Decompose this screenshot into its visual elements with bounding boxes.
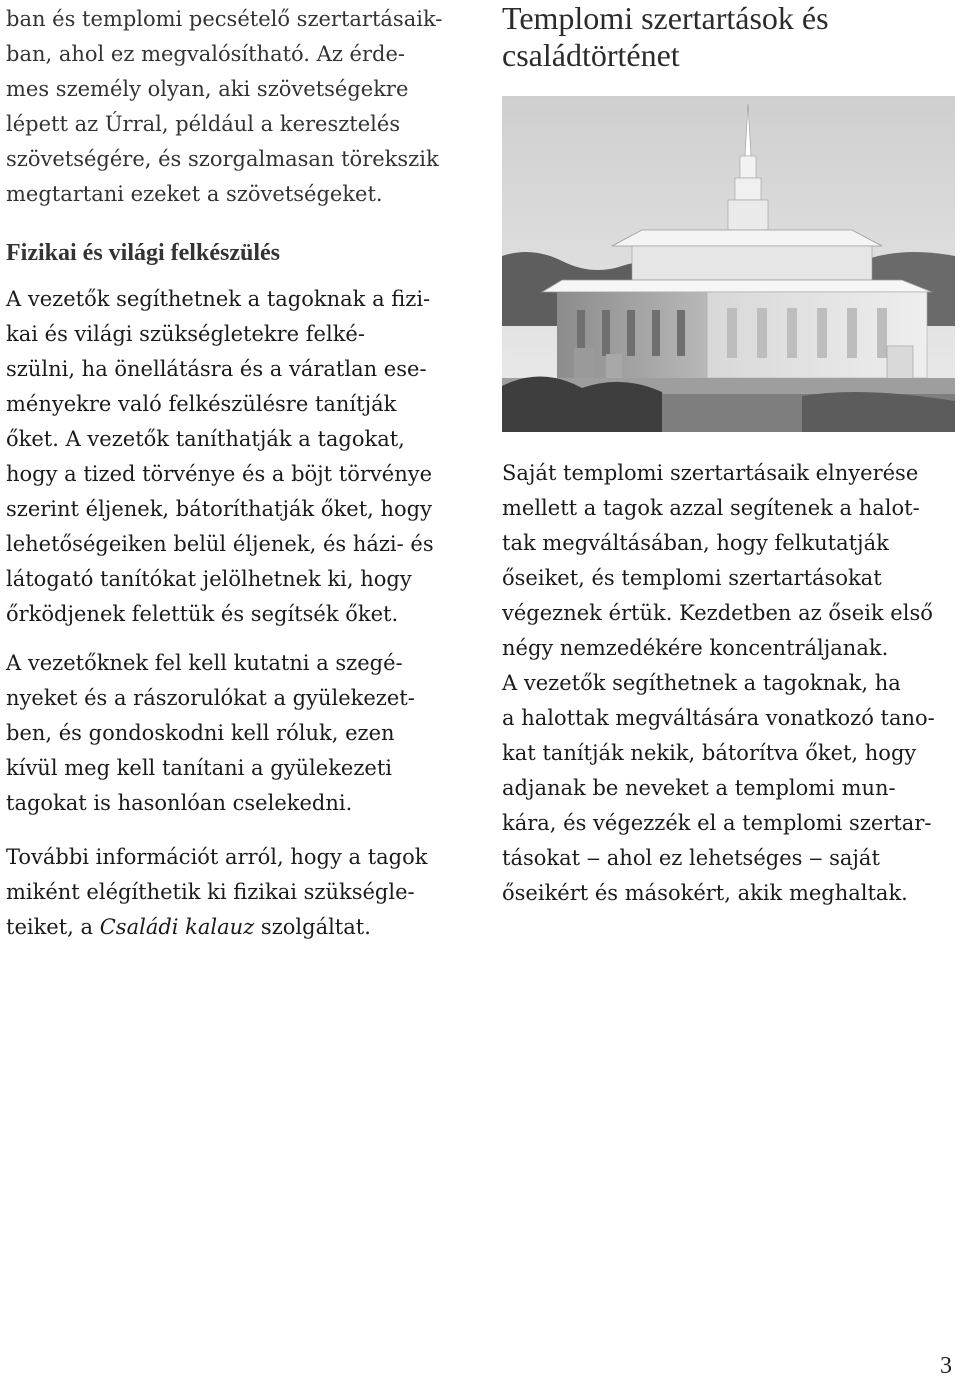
- physical-paragraph-2: A vezetőknek fel kell kutatni a szegé- nyeket és a rászorulókat a gyülekezet- ben, és gondoskodni kell róluk, ezen kívül meg kell tanítani a gyülekezeti tagokat is hasonlóan cselekedni.: [6, 651, 415, 815]
- section-heading-temple-ordinances: Templomi szertartások és családtörténet: [502, 0, 829, 73]
- intro-paragraph: ban és templomi pecsételő szertartásaik- ban, ahol ez megvalósítható. Az érde- mes személy olyan, aki szövetségekre lépett az Úrral, például a keresztelés szövetségére, és szorgalmasan törekszik megtartani ezeket a szövetségeket.: [6, 7, 443, 206]
- physical-paragraph-3: [6, 840, 466, 945]
- paragraph-3-start: További információt arról, hogy a tagok miként elégíthetik ki fizikai szükségle- teiket, a: [6, 845, 428, 939]
- family-guide-title: Családi kalauz: [99, 915, 255, 939]
- section-heading-physical-preparation: Fizikai és világi felkészülés: [6, 240, 280, 266]
- page-number: 3: [940, 1353, 952, 1379]
- temple-photo: [502, 96, 955, 432]
- physical-paragraph-1: A vezetők segíthetnek a tagoknak a fizi- kai és világi szükségletekre felké- szülni, ha önellátásra és a váratlan ese- ményekre való felkészülésre tanítják őket. A vezetők taníthatják a tagokat, hogy a tized törvénye és a böjt törvénye szerint éljenek, bátoríthatják őket, hogy lehetőségeiken belül éljenek, és házi- és látogató tanítókat jelölhetnek ki, hogy őrködjenek felettük és segítsék őket.: [6, 287, 434, 626]
- paragraph-3-end: szolgáltat.: [254, 915, 371, 939]
- temple-paragraph: Saját templomi szertartásaik elnyerése mellett a tagok azzal segítenek a halot- tak megváltásában, hogy felkutatják őseiket, és templomi szertartásokat végeznek értük. Kezdetben az őseik első négy nemzedékére koncentráljanak. A vezetők segíthetnek a tagoknak, ha a halottak megváltására vonatkozó tano- kat tanítják nekik, bátorítva őket, hogy adjanak be neveket a templomi mun- kára, és végezzék el a templomi szertar- tásokat ‒ ahol ez lehetséges ‒ saját őseikért és másokért, akik meghaltak.: [502, 461, 935, 905]
